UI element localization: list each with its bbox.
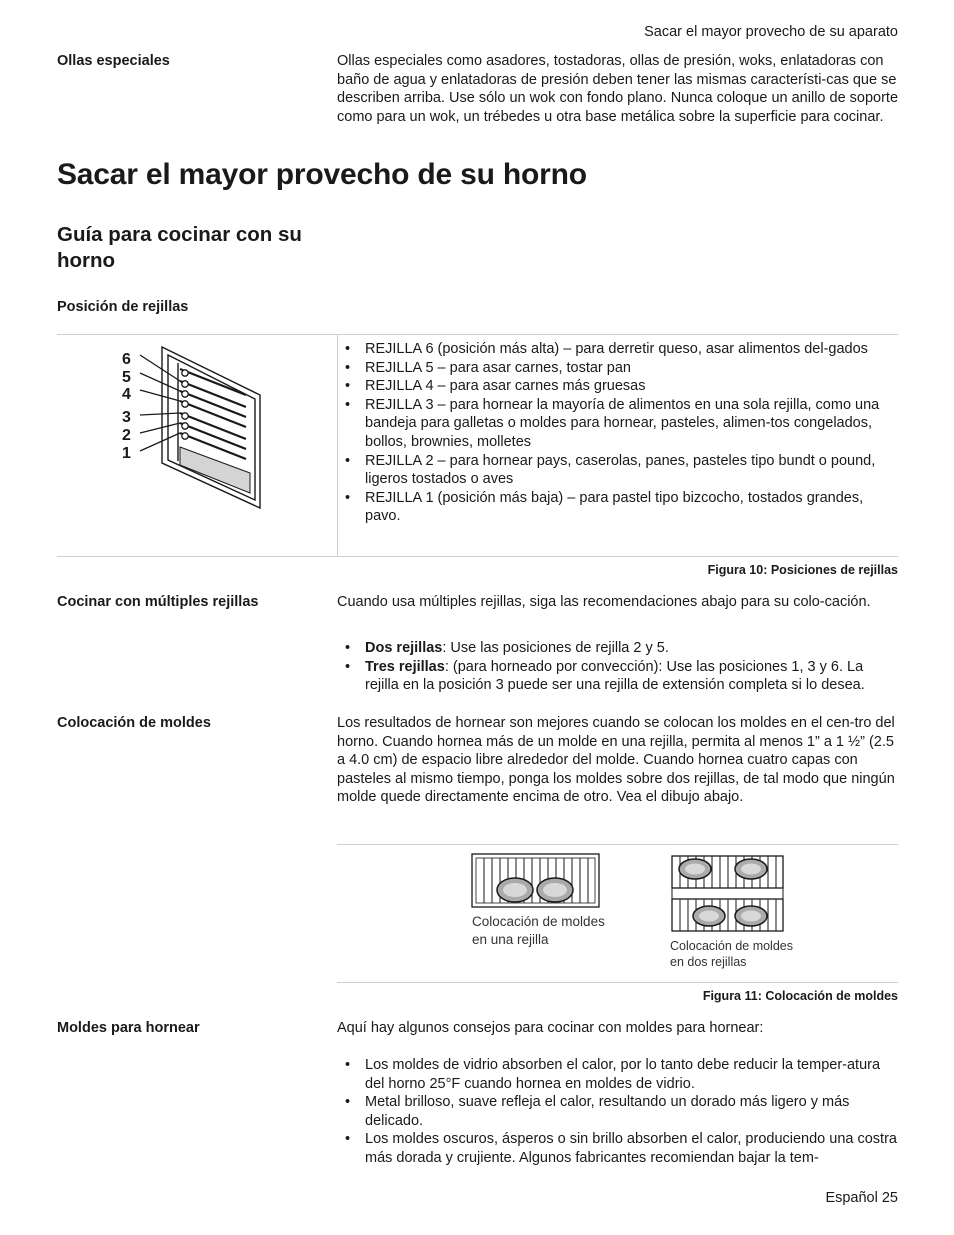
pan-placement-text: Los resultados de hornear son mejores cuando se colocan los moldes en el cen-tro del horno. Cuando hornea más de un molde en una rejilla, permita al menos 1” a 1 ½” (2.5 a 4.0 cm) de espacio libre alrededor del molde. Cuando hornea cuatro capas con pasteles al mismo tiempo, ponga los moldes sobre dos rejillas, de tal modo que ningún molde quede directamente encima de otro. Vea el dibujo abajo. <box>337 715 895 806</box>
rack-position-label: Posición de rejillas <box>57 299 189 315</box>
list-item: • REJILLA 5 – para asar carnes, tostar pan <box>337 359 899 378</box>
rack-number: 2 <box>122 427 131 444</box>
table-top-rule <box>57 334 898 335</box>
figure-top-rule <box>337 844 898 845</box>
list-item-text: : Use las posiciones de rejilla 2 y 5. <box>442 640 669 656</box>
multi-rack-intro: Cuando usa múltiples rejillas, siga las recomendaciones abajo para su colo-cación. <box>337 594 871 610</box>
list-item: • REJILLA 6 (posición más alta) – para derretir queso, asar alimentos del-gados <box>337 340 899 359</box>
baking-pans-list <box>337 1056 899 1168</box>
baking-pans-label: Moldes para hornear <box>57 1020 200 1036</box>
two-rack-pans-image <box>671 855 785 933</box>
rack-number: 5 <box>122 369 131 386</box>
rack-list <box>337 340 899 526</box>
list-item: • Los moldes oscuros, ásperos o sin brillo absorben el calor, produciendo una costra más dorada y crujiente. Algunos fabricantes recomiendan bajar la tem- <box>337 1130 899 1167</box>
list-item <box>337 658 899 695</box>
rack-number: 6 <box>122 351 131 368</box>
oven-rack-diagram <box>118 343 268 513</box>
figure-caption: Figura 11: Colocación de moldes <box>702 989 898 1003</box>
rack-number: 3 <box>122 409 131 426</box>
rack-number: 1 <box>122 445 131 462</box>
list-item: • Metal brilloso, suave refleja el calor, resultando un dorado más ligero y más delicado. <box>337 1093 899 1130</box>
list-item-bold: Dos rejillas <box>365 640 443 656</box>
figure-caption: Figura 10: Posiciones de rejillas <box>707 563 898 577</box>
baking-pans-intro: Aquí hay algunos consejos para cocinar con moldes para hornear: <box>337 1020 764 1036</box>
list-item: • Los moldes de vidrio absorben el calor, por lo tanto debe reducir la temper-atura del horno 25°F cuando hornea en moldes de vidrio. <box>337 1056 899 1093</box>
list-item: • REJILLA 2 – para hornear pays, caserolas, panes, pasteles tipo bundt o pound, ligeros tostados o aves <box>337 452 899 489</box>
two-rack-caption: Colocación de moldes en dos rejillas <box>670 939 793 969</box>
pan-placement-label: Colocación de moldes <box>57 715 211 731</box>
page-number: Español 25 <box>825 1190 898 1206</box>
list-item <box>337 639 899 658</box>
ollas-label: Ollas especiales <box>57 53 170 69</box>
multi-rack-list <box>337 639 899 695</box>
rack-number: 4 <box>122 386 131 403</box>
table-bottom-rule <box>57 556 898 557</box>
list-item: • REJILLA 1 (posición más baja) – para pastel tipo bizcocho, tostados grandes, pavo. <box>337 489 899 526</box>
one-rack-caption: Colocación de moldes en una rejilla <box>472 914 605 947</box>
list-item: • REJILLA 4 – para asar carnes más gruesas <box>337 377 899 396</box>
list-item-bold: Tres rejillas <box>365 658 445 675</box>
list-item: • REJILLA 3 – para hornear la mayoría de alimentos en una sola rejilla, como una bandeja para galletas o moldes para hornear, pasteles, alimen-tos congelados, bollos, brownies, molletes <box>337 396 899 452</box>
figure-bottom-rule <box>337 982 898 983</box>
running-header: Sacar el mayor provecho de su aparato <box>644 24 898 40</box>
ollas-text: Ollas especiales como asadores, tostadoras, ollas de presión, woks, enlatadoras con baño de agua y enlatadoras de presión deben tener las mismas característi-cas que se describen arriba. Use sólo un wok con fondo plano. Nunca coloque un anillo de soporte como para un wok, un trébedes u otra base metálica sobre la superficie para cocinar. <box>337 53 899 125</box>
one-rack-pans-image <box>471 853 601 909</box>
list-item-text: : (para horneado por convección): Use las posiciones 1, 3 y 6. La rejilla en la posición 3 puede ser una rejilla de extensión completa si lo desea. <box>365 658 865 694</box>
subsection-title: Guía para cocinar con su horno <box>57 223 302 272</box>
section-title: Sacar el mayor provecho de su horno <box>57 158 587 191</box>
multi-rack-label: Cocinar con múltiples rejillas <box>57 594 259 610</box>
